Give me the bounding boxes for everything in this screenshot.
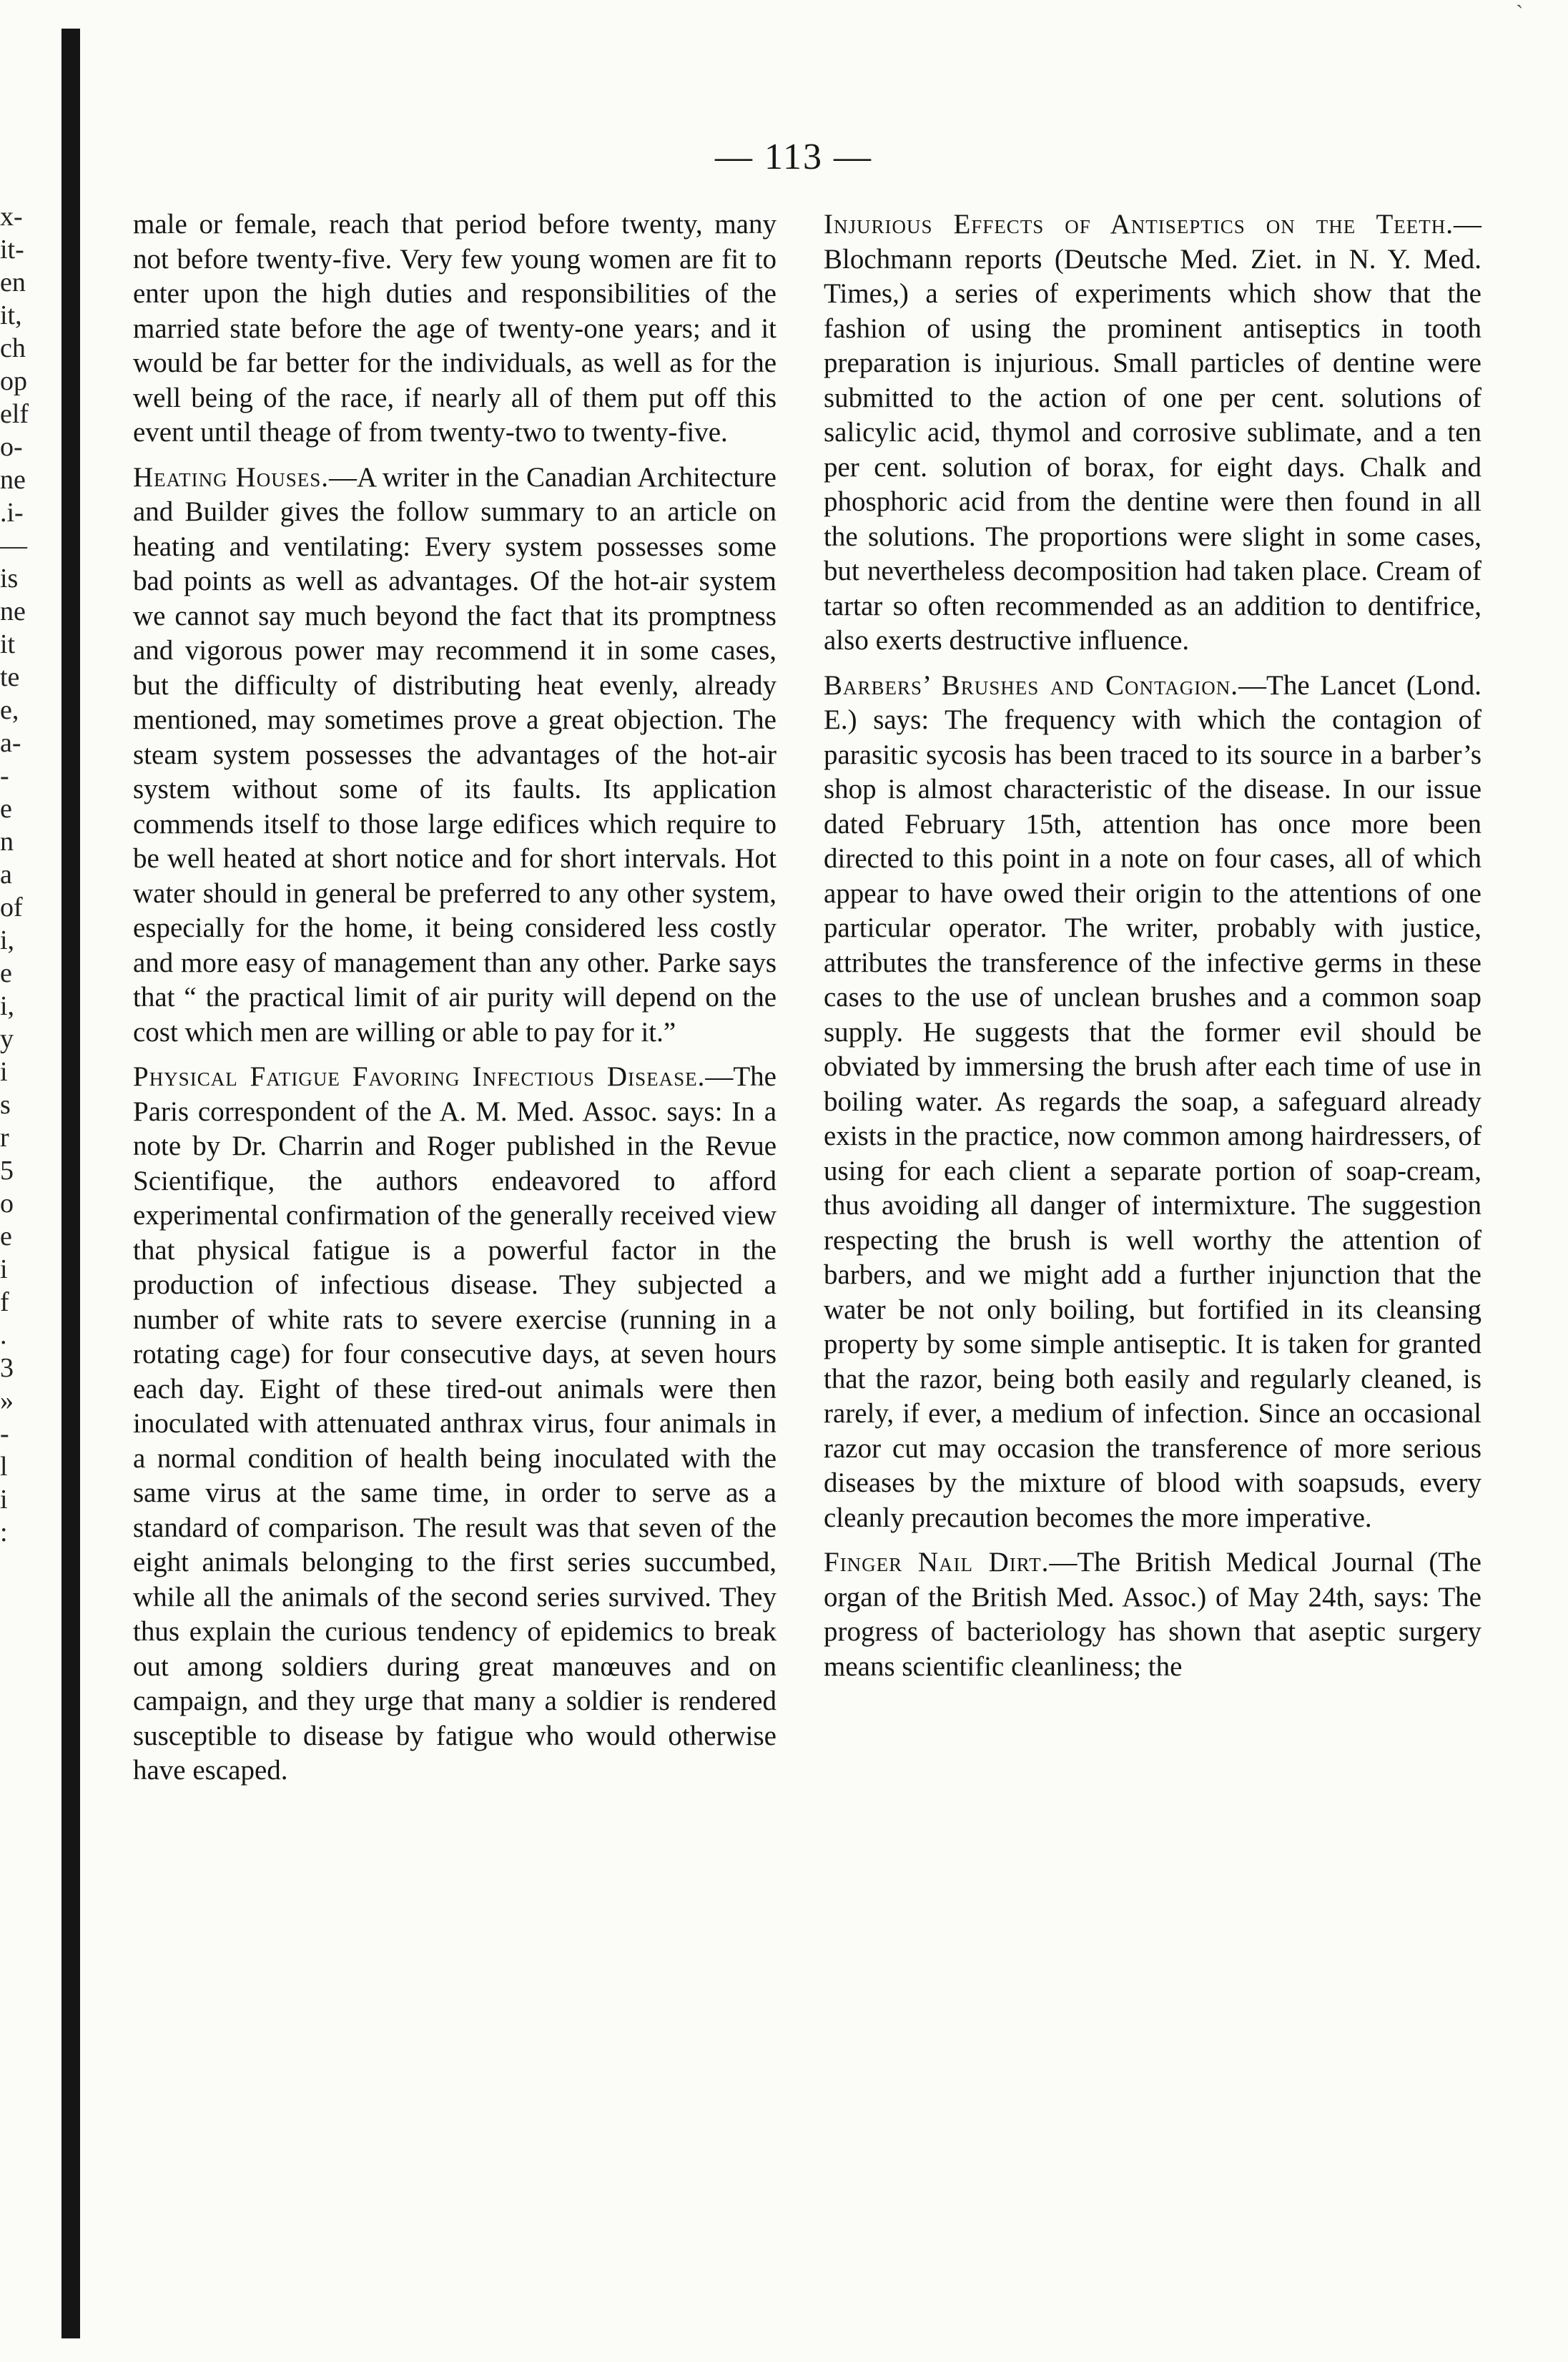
margin-fragment: 3 — [0, 1353, 14, 1383]
margin-fragment: y — [0, 1024, 14, 1054]
article-heading: Injurious Effects of Antiseptics on the Teeth. — [824, 209, 1454, 240]
right-column — [824, 207, 1481, 1694]
article-body: —The British Medical Journal (The organ of the British Med. Assoc.) of May 24th, says: The progress of bacteriology has shown that aseptic surgery means scientific cleanliness; the — [824, 1547, 1481, 1682]
margin-fragment: . — [0, 1320, 7, 1350]
margin-fragment: l — [0, 1452, 8, 1482]
article-physical-fatigue — [133, 1060, 776, 1788]
margin-fragment: o — [0, 1189, 14, 1219]
margin-fragment: e, — [0, 695, 19, 725]
article-heading: Physical Fatigue Favoring Infectious Disease. — [133, 1061, 706, 1092]
margin-text-fragments — [0, 200, 50, 1549]
margin-fragment: it, — [0, 300, 22, 330]
article-body: —The Paris correspondent of the A. M. Med. Assoc. says: In a note by Dr. Charrin and Roger published in the Revue Scientifique, the authors endeavored to afford experimental confirmation of the generally received view that physical fatigue is a powerful factor in the production of infectious disease. They subjected a number of white rats to severe exercise (running in a rotating cage) for four consecutive days, at seven hours each day. Eight of these tired-out animals were then inoculated with attenuated anthrax virus, four animals in a normal condition of health being inoculated with the same virus at the same time, in order to serve as a standard of comparison. The result was that seven of the eight animals belonging to the first series succumbed, while all the animals of the second series survived. They thus explain the curious tendency of epidemics to break out among soldiers during great manœuves and on campaign, and they urge that many a soldier is rendered susceptible to disease by fatigue who would otherwise have escaped. — [133, 1061, 776, 1786]
article-finger-nail-dirt — [824, 1545, 1481, 1684]
margin-fragment: i — [0, 1254, 8, 1284]
article-antiseptics-teeth — [824, 207, 1481, 659]
article-body: —Blochmann reports (Deutsche Med. Ziet. in N. Y. Med. Times,) a series of experiments which show that the fashion of using the prominent antiseptics in tooth preparation is injurious. Small particles of dentine were submitted to the action of one per cent. solutions of salicylic acid, thymol and corrosive sublimate, and a ten per cent. solution of borax, for eight days. Chalk and phosphoric acid from the dentine were then found in all the solutions. The proportions were slight in some cases, but nevertheless decomposition had taken place. Cream of tartar so often recommended as an addition to dentifrice, also exerts destructive influence. — [824, 209, 1481, 656]
margin-fragment: .i- — [0, 498, 24, 528]
article-body: —A writer in the Canadian Architecture and Builder gives the follow summary to an article on heating and ventilating: Every system possesses some bad points as well as advantages. Of the hot-air system we cannot say much beyond the fact that its promptness and vigorous power may recommend it in some cases, but the difficulty of distributing heat evenly, already mentioned, may sometimes prove a great objection. The steam system possesses the advantages of the hot-air system without some of its faults. Its application commends itself to those large edifices which require to be well heated at short notice and for short intervals. Hot water should in general be preferred to any other system, especially for the home, it being considered less costly and more easy of management than any other. Parke says that “ the practical limit of air purity will depend on the cost which men are willing or able to pay for it.” — [133, 461, 776, 1048]
margin-fragment: f — [0, 1287, 9, 1317]
article-heading: Finger Nail Dirt. — [824, 1547, 1050, 1578]
article-heating-houses — [133, 461, 776, 1050]
margin-fragment: e — [0, 1221, 12, 1251]
margin-fragment: e — [0, 958, 12, 988]
continued-paragraph: male or female, reach that period before twenty, many not before twenty-five. Very few young women are fit to enter upon the high duties and responsibilities of the married state before the age of twenty-one years; and it would be far better for the individuals, as well as for the well being of the race, if nearly all of them put off this event until theage of from twenty-two to twenty-five. — [133, 209, 776, 448]
margin-fragment: n — [0, 827, 14, 857]
margin-fragment: - — [0, 761, 9, 791]
left-column — [133, 207, 776, 1798]
article-barbers-brushes — [824, 669, 1481, 1536]
page-number: — 113 — — [714, 137, 873, 177]
binding-edge — [61, 29, 80, 2338]
corner-mark: ` — [1516, 0, 1524, 26]
margin-fragment: i — [0, 1485, 8, 1515]
margin-fragment: i, — [0, 925, 15, 955]
margin-fragment: elf — [0, 399, 29, 429]
margin-fragment: of — [0, 892, 23, 922]
margin-fragment: is — [0, 564, 19, 594]
margin-fragment: o- — [0, 432, 23, 462]
margin-fragment: ne — [0, 465, 26, 495]
article-body: —The Lancet (Lond. E.) says: The frequency with which the contagion of parasitic sycosis has been traced to its source in a barber’s shop is almost characteristic of the disease. In our issue dated February 15th, attention has once more been directed to this point in a note on four cases, all of which appear to have owed their origin to the attentions of one particular operator. The writer, probably with justice, attributes the transference of the infective germs in these cases to the use of unclean brushes and a common soap supply. He suggests that the former evil should be obviated by immersing the brush after each time of use in boiling water. As regards the soap, a safeguard already exists in the practice, now common among hairdressers, of using for each client a separate portion of soap-cream, thus avoiding all danger of intermixture. The suggestion respecting the brush is well worthy the attention of barbers, and we might add a further injunction that the water be not only boiling, but fortified in its cleansing property by some simple antiseptic. It is taken for granted that the razor, being both easily and regularly cleaned, is rarely, if ever, a medium of infection. Since an occasional razor cut may occasion the transference of more serious diseases by the mixture of blood with soapsuds, every cleanly precaution becomes the more imperative. — [824, 669, 1481, 1533]
margin-fragment: en — [0, 267, 26, 297]
margin-fragment: - — [0, 1419, 9, 1449]
margin-fragment: 5 — [0, 1156, 14, 1186]
margin-fragment: op — [0, 366, 27, 396]
margin-fragment: it- — [0, 235, 24, 265]
margin-fragment: it — [0, 629, 16, 659]
margin-fragment: r — [0, 1123, 9, 1153]
margin-fragment: : — [0, 1517, 8, 1547]
article-heading: Heating Houses. — [133, 461, 330, 493]
margin-fragment: s — [0, 1090, 11, 1120]
margin-fragment: i, — [0, 991, 15, 1021]
margin-fragment: i — [0, 1057, 8, 1087]
margin-fragment: — — [0, 531, 27, 561]
margin-fragment: x- — [0, 202, 23, 232]
margin-fragment: te — [0, 662, 20, 692]
margin-fragment: e — [0, 794, 12, 824]
margin-fragment: a — [0, 860, 12, 890]
article-heading: Barbers’ Brushes and Contagion. — [824, 669, 1239, 701]
margin-fragment: ch — [0, 333, 26, 363]
margin-fragment: a- — [0, 728, 21, 758]
margin-fragment: » — [0, 1386, 14, 1416]
margin-fragment: ne — [0, 596, 26, 626]
